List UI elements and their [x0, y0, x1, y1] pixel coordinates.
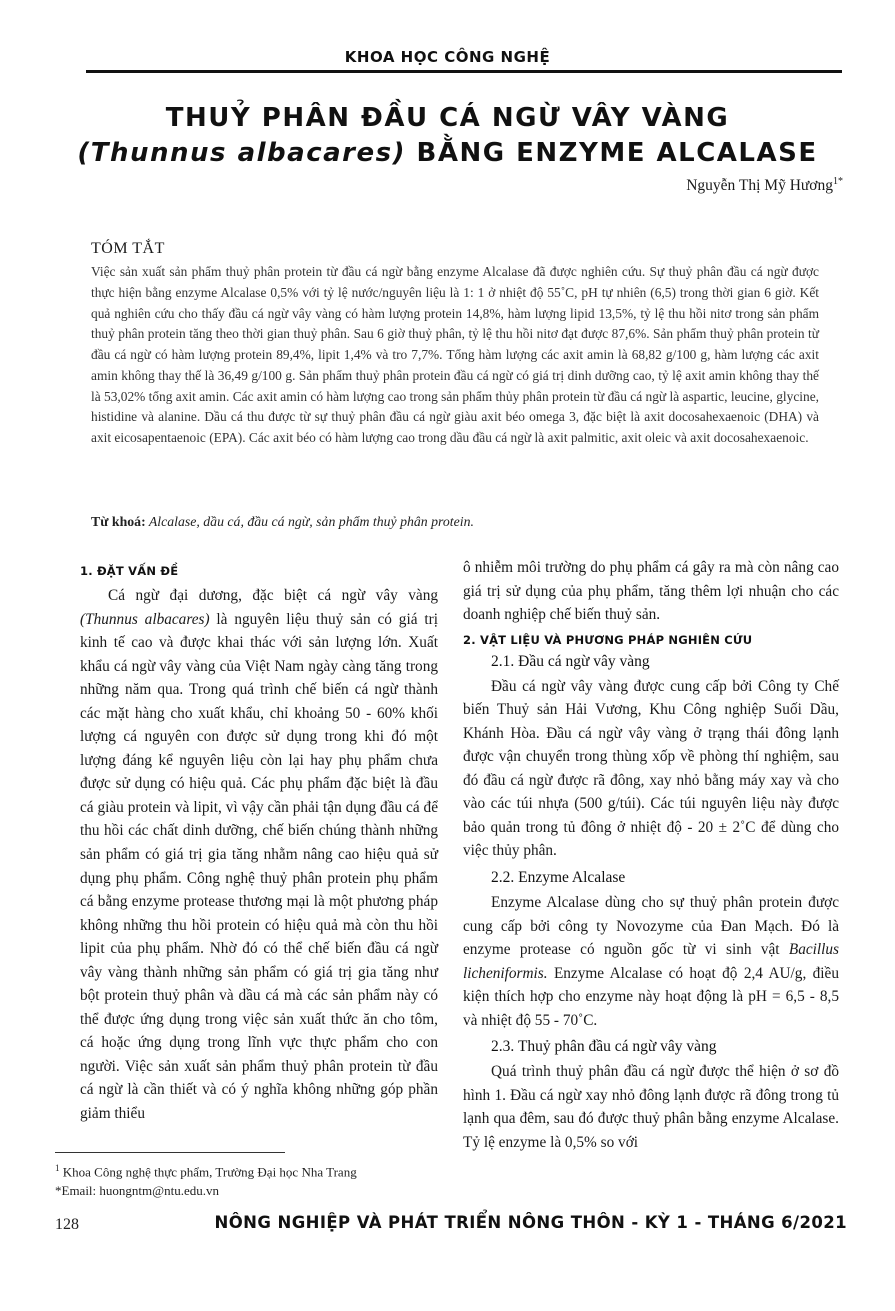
header-rule [86, 70, 842, 73]
article-title-line-1: THUỶ PHÂN ĐẦU CÁ NGỪ VÂY VÀNG [165, 103, 730, 133]
footnote-text: Email: huongntm@ntu.edu.vn [61, 1183, 219, 1199]
paragraph-text: Enzyme Alcalase có hoạt độ 2,4 AU/g, điều kiện thích hợp cho enzyme này hoạt động là pH = 6,5 - 8,5 và nhiệt độ 55 - 70˚C. [463, 964, 839, 1029]
subsection-2-1-heading: 2.1. Đầu cá ngừ vây vàng [491, 652, 650, 670]
subsection-2-3-paragraph: Quá trình thuỷ phân đầu cá ngừ được thể hiện ở sơ đồ hình 1. Đầu cá ngừ xay nhỏ đông lạnh được rã đông trong tủ lạnh qua đêm, sau đó được thuỷ phân bằng enzyme Alcalase. Tỷ lệ enzyme là 0,5% so với [463, 1063, 839, 1151]
section-1-paragraph [80, 584, 438, 1126]
paragraph-italic: Bacillus licheniformis. [463, 941, 839, 982]
paragraph-text: là nguyên liệu thuỷ sản có giá trị kinh tế cao và được khai thác với sản lượng lớn. Xuất khẩu cá ngừ vây vàng của Việt Nam ngày càng tăng trong những năm qua. Trong quá trình chế biến cá ngừ thành các mặt hàng cho xuất khẩu, chỉ khoảng 50 - 60% khối lượng cá nguyên con được sử dụng trong khi đó một lượng đáng kể nguyên liệu còn lại hay phụ phẩm chưa được sử dụng có hiệu quả. Các phụ phẩm đặc biệt là đầu cá giàu protein và lipit, vì vậy cần phải tận dụng đầu cá để thu hồi các chất dinh dưỡng, chế biến chúng thành những sản phẩm có giá trị gia tăng nhằm nâng cao hiệu quả sử dụng phụ phẩm. Công nghệ thuỷ phân protein phụ phẩm cá bằng enzyme protease thương mại là một phương pháp không những thu hồi protein có hiệu quả mà còn thu hồi lipit của phụ phẩm. Nhờ đó có thể chế biến đầu cá ngừ vây vàng thành những sản phẩm có giá trị gia tăng như bột protein thuỷ phân và dầu cá mà các sản phẩm này có thể được ứng dụng trong việc sản xuất thức ăn cho tôm, cá hoặc ứng dụng trong lĩnh vực thực phẩm cho con người. Việc sản xuất sản phẩm thuỷ phân protein từ đầu cá ngừ là cần thiết và có ý nghĩa không những góp phần giảm thiểu [80, 610, 438, 1123]
keywords-text: Alcalase, dầu cá, đầu cá ngừ, sản phẩm thuỷ phân protein. [145, 514, 474, 529]
paragraph-text: Enzyme Alcalase dùng cho sự thuỷ phân protein được cung cấp bởi công ty Novozyme của Đan Mạch. Đó là enzyme protease có nguồn gốc từ vi sinh vật [463, 894, 839, 959]
footnotes [55, 1159, 455, 1200]
subsection-2-3-heading: 2.3. Thuỷ phân đầu cá ngừ vây vàng [491, 1038, 717, 1056]
footnote-mark: 1 [55, 1163, 60, 1173]
article-title-line-2 [60, 138, 835, 168]
section-2-heading: 2. VẬT LIỆU VÀ PHƯƠNG PHÁP NGHIÊN CỨU [463, 632, 753, 647]
footnote-mark: * [55, 1183, 62, 1199]
author-affiliation-marks: 1* [833, 176, 843, 187]
keywords [91, 514, 819, 530]
right-column [463, 556, 839, 1154]
subsection-2-2-heading: 2.2. Enzyme Alcalase [491, 869, 626, 887]
abstract-heading: TÓM TẮT [91, 240, 165, 257]
section-header: KHOA HỌC CÔNG NGHỆ [344, 48, 551, 66]
abstract-text: Việc sản xuất sản phẩm thuỷ phân protein từ đầu cá ngừ bằng enzyme Alcalase đã được nghiên cứu. Sự thuỷ phân đầu cá ngừ được thực hiện bằng enzyme Alcalase 0,5% với tỷ lệ nước/nguyên liệu là 1: 1 ở nhiệt độ 55˚C, pH tự nhiên (6,5) trong thời gian 6 giờ. Kết quả nghiên cứu cho thấy đầu cá ngừ vây vàng có hàm lượng protein 14,8%, hàm lượng lipid 13,5%, tỷ lệ thu hồi nitơ trong sản phẩm thuỷ phân protein tăng theo thời gian thuỷ phân. Sau 6 giờ thuỷ phân, tỷ lệ thu hồi nitơ đạt được 87,6%. Sản phẩm thuỷ phân protein từ đầu cá ngừ có hàm lượng protein 89,4%, lipit 1,4% và tro 7,7%. Tổng hàm lượng các axit amin là 68,82 g/100 g, hàm lượng các axit amin không thay thế là 36,49 g/100 g. Sản phẩm thuỷ phân protein đầu cá ngừ có giá trị dinh dưỡng cao, tỷ lệ axit amin không thay thế là 53,02% tổng axit amin. Các axit amin có hàm lượng cao trong sản phẩm thủy phân protein từ đầu cá ngừ là aspartic, leucine, glycine, histidine và alanine. Dầu cá thu được từ sự thuỷ phân đầu cá ngừ giàu axit béo omega 3, đặc biệt là axit docosahexaenoic (DHA) và axit eicosapentaenoic (EPA). Các axit béo có hàm lượng cao trong dầu đầu cá ngừ là axit palmitic, axit oleic và axit docosahexaenoic. [91, 264, 819, 445]
author-name: Nguyễn Thị Mỹ Hương [686, 177, 833, 195]
paragraph-italic: (Thunnus albacares) [80, 610, 210, 628]
left-column [80, 564, 438, 1126]
footnote-text: Khoa Công nghệ thực phẩm, Trường Đại học Nha Trang [59, 1164, 357, 1180]
section-1-heading: 1. ĐẶT VẤN ĐỀ [80, 564, 179, 578]
continued-paragraph: ô nhiễm môi trường do phụ phẩm cá gây ra mà còn nâng cao giá trị sử dụng của phụ phẩm, tăng thêm lợi nhuận cho các doanh nghiệp chế biến thuỷ sản. [463, 559, 839, 624]
title-species-name: (Thunnus albacares) [77, 138, 406, 168]
footnote-email [55, 1181, 455, 1200]
footnote-affiliation [55, 1159, 455, 1181]
subsection-2-2-paragraph [463, 891, 839, 1032]
journal-name: NÔNG NGHIỆP VÀ PHÁT TRIỂN NÔNG THÔN - KỲ 1 - THÁNG 6/2021 [214, 1213, 847, 1232]
title-rest: BẰNG ENZYME ALCALASE [405, 138, 818, 168]
subsection-2-1-paragraph: Đầu cá ngừ vây vàng được cung cấp bởi Công ty Chế biến Thuỷ sản Hải Vương, Khu Công nghiệp Suối Dầu, Khánh Hòa. Đầu cá ngừ vây vàng ở trạng thái đông lạnh được vận chuyển trong thùng xốp về phòng thí nghiệm, sau đó đầu cá ngừ được rã đông, xay nhỏ bằng máy xay và cho vào các túi nhựa (500 g/túi). Các túi nguyên liệu này được bảo quản trong tủ đông ở nhiệt độ - 20 ± 2˚C để dùng cho việc thủy phân. [463, 677, 839, 860]
keywords-label: Từ khoá: [91, 514, 146, 529]
page-number: 128 [55, 1216, 79, 1233]
paragraph-text: Cá ngừ đại dương, đặc biệt cá ngừ vây vàng [108, 587, 438, 604]
author [686, 176, 843, 195]
footnote-rule [55, 1152, 285, 1153]
